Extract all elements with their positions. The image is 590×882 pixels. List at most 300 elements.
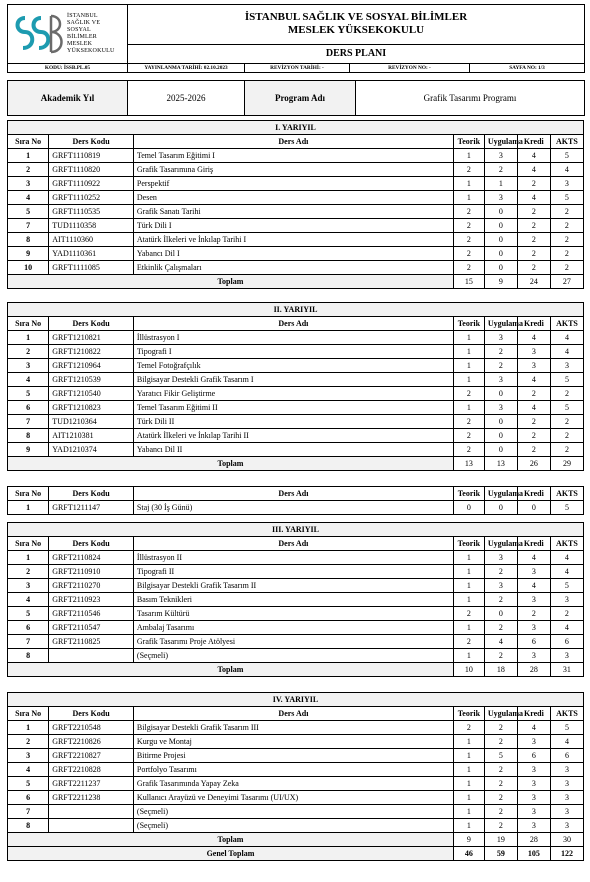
credit: 4 (517, 149, 550, 163)
publish-date: YAYINLANMA TARİHİ: 02.10.2023 (128, 64, 245, 73)
course-code: GRFT1110819 (49, 149, 134, 163)
course-name: Türk Dili I (133, 219, 453, 233)
credit: 3 (517, 735, 550, 749)
course-row (8, 373, 584, 387)
row-number: 8 (8, 429, 49, 443)
column-header-no: Sıra No (8, 317, 49, 331)
program-label: Program Adı (245, 81, 356, 116)
column-header-code: Ders Kodu (49, 317, 134, 331)
column-header-credit: Kredi (517, 707, 550, 721)
credit: 3 (517, 777, 550, 791)
course-row (8, 149, 584, 163)
course-name: Grafik Tasarımında Yapay Zeka (133, 777, 453, 791)
course-name: Perspektif (133, 177, 453, 191)
course-name: İllüstrasyon I (133, 331, 453, 345)
row-number: 9 (8, 247, 49, 261)
ects: 2 (550, 607, 583, 621)
credit: 2 (517, 607, 550, 621)
practice-hours: 0 (484, 387, 517, 401)
semester-table (7, 522, 584, 677)
credit: 2 (517, 387, 550, 401)
total-row (8, 663, 584, 677)
course-row (8, 247, 584, 261)
course-name: Bilgisayar Destekli Grafik Tasarım III (133, 721, 453, 735)
row-number: 3 (8, 177, 49, 191)
course-code: GRFT1210822 (49, 345, 134, 359)
credit: 4 (517, 191, 550, 205)
ects: 3 (550, 359, 583, 373)
page-no: SAYFA NO: 1/3 (470, 64, 585, 73)
doc-code: KODU: İSSB.PL.05 (8, 64, 128, 73)
column-header-no: Sıra No (8, 537, 49, 551)
ects: 6 (550, 635, 583, 649)
theory-hours: 1 (453, 331, 484, 345)
course-name: Yabancı Dil I (133, 247, 453, 261)
course-code: GRFT2210548 (49, 721, 134, 735)
total-value: 26 (517, 457, 550, 471)
credit: 3 (517, 359, 550, 373)
column-header-credit: Kredi (517, 487, 550, 501)
theory-hours: 1 (453, 191, 484, 205)
course-code: GRFT1110820 (49, 163, 134, 177)
theory-hours: 2 (453, 635, 484, 649)
row-number: 4 (8, 191, 49, 205)
institution-name: İSTANBUL SAĞLIK VE SOSYAL BİLİMLER MESLEK YÜKSEKOKULU (128, 5, 585, 45)
course-name: Basım Teknikleri (133, 593, 453, 607)
practice-hours: 0 (484, 443, 517, 457)
practice-hours: 2 (484, 649, 517, 663)
theory-hours: 1 (453, 565, 484, 579)
row-number: 3 (8, 579, 49, 593)
course-name: İllüstrasyon II (133, 551, 453, 565)
column-header-credit: Kredi (517, 135, 550, 149)
total-row (8, 457, 584, 471)
document-title: DERS PLANI (128, 44, 585, 63)
course-row (8, 359, 584, 373)
column-header-ects: AKTS (550, 707, 583, 721)
total-value: 46 (453, 847, 484, 861)
column-header-no: Sıra No (8, 487, 49, 501)
credit: 4 (517, 331, 550, 345)
ects: 2 (550, 429, 583, 443)
course-row (8, 819, 584, 833)
course-row (8, 621, 584, 635)
column-header-theory: Teorik (453, 317, 484, 331)
theory-hours: 1 (453, 791, 484, 805)
ects: 4 (550, 331, 583, 345)
theory-hours: 2 (453, 415, 484, 429)
practice-hours: 3 (484, 579, 517, 593)
total-value: 19 (484, 833, 517, 847)
row-number: 7 (8, 415, 49, 429)
row-number: 7 (8, 219, 49, 233)
row-number: 2 (8, 565, 49, 579)
total-label: Toplam (8, 663, 454, 677)
total-value: 28 (517, 833, 550, 847)
course-row (8, 205, 584, 219)
practice-hours: 0 (484, 607, 517, 621)
credit: 3 (517, 621, 550, 635)
credit: 2 (517, 177, 550, 191)
course-code: YAD1110361 (49, 247, 134, 261)
practice-hours: 2 (484, 359, 517, 373)
course-row (8, 261, 584, 275)
row-number: 1 (8, 149, 49, 163)
total-row (8, 275, 584, 289)
course-code: GRFT2110546 (49, 607, 134, 621)
course-row (8, 749, 584, 763)
total-value: 105 (517, 847, 550, 861)
theory-hours: 1 (453, 749, 484, 763)
course-code: GRFT2110910 (49, 565, 134, 579)
column-header-name: Ders Adı (133, 317, 453, 331)
practice-hours: 3 (484, 191, 517, 205)
course-code (49, 805, 134, 819)
credit: 4 (517, 551, 550, 565)
credit: 6 (517, 749, 550, 763)
course-row (8, 387, 584, 401)
revision-no: REVİZYON NO: - (350, 64, 470, 73)
course-name: Grafik Tasarımına Giriş (133, 163, 453, 177)
practice-hours: 0 (484, 501, 517, 515)
course-name: Temel Tasarım Eğitimi II (133, 401, 453, 415)
practice-hours: 0 (484, 205, 517, 219)
ects: 4 (550, 565, 583, 579)
credit: 3 (517, 593, 550, 607)
row-number: 5 (8, 777, 49, 791)
total-value: 31 (550, 663, 583, 677)
row-number: 5 (8, 607, 49, 621)
total-value: 59 (484, 847, 517, 861)
total-value: 24 (517, 275, 550, 289)
row-number: 3 (8, 749, 49, 763)
semester-table (7, 302, 584, 471)
row-number: 1 (8, 501, 49, 515)
ects: 6 (550, 749, 583, 763)
course-code: GRFT1210823 (49, 401, 134, 415)
credit: 0 (517, 501, 550, 515)
row-number: 4 (8, 373, 49, 387)
theory-hours: 0 (453, 501, 484, 515)
row-number: 1 (8, 721, 49, 735)
column-header-name: Ders Adı (133, 537, 453, 551)
course-row (8, 443, 584, 457)
practice-hours: 3 (484, 373, 517, 387)
semester-title: IV. YARIYIL (8, 693, 584, 707)
practice-hours: 2 (484, 593, 517, 607)
ects: 3 (550, 805, 583, 819)
credit: 3 (517, 819, 550, 833)
course-code: GRFT1110922 (49, 177, 134, 191)
column-header-practice: Uygulama (484, 707, 517, 721)
semester-title: III. YARIYIL (8, 523, 584, 537)
academic-year-value: 2025-2026 (128, 81, 245, 116)
practice-hours: 0 (484, 261, 517, 275)
ects: 3 (550, 649, 583, 663)
course-code: AIT1110360 (49, 233, 134, 247)
credit: 2 (517, 415, 550, 429)
theory-hours: 1 (453, 579, 484, 593)
practice-hours: 2 (484, 805, 517, 819)
practice-hours: 2 (484, 621, 517, 635)
course-row (8, 579, 584, 593)
column-header-ects: AKTS (550, 317, 583, 331)
column-header-theory: Teorik (453, 537, 484, 551)
column-header-theory: Teorik (453, 135, 484, 149)
credit: 3 (517, 805, 550, 819)
course-row (8, 429, 584, 443)
course-name: Tasarım Kültürü (133, 607, 453, 621)
semester-table (7, 692, 584, 861)
course-code: GRFT1111085 (49, 261, 134, 275)
ects: 3 (550, 593, 583, 607)
semester-table (7, 486, 584, 515)
course-code: GRFT2110547 (49, 621, 134, 635)
program-value: Grafik Tasarımı Programı (356, 81, 585, 116)
column-header-practice: Uygulama (484, 537, 517, 551)
ects: 2 (550, 443, 583, 457)
course-row (8, 177, 584, 191)
column-header-practice: Uygulama (484, 317, 517, 331)
theory-hours: 1 (453, 819, 484, 833)
theory-hours: 2 (453, 607, 484, 621)
course-name: Temel Tasarım Eğitimi I (133, 149, 453, 163)
course-name: Atatürk İlkeleri ve İnkılap Tarihi I (133, 233, 453, 247)
row-number: 7 (8, 805, 49, 819)
total-value: 15 (453, 275, 484, 289)
course-code: GRFT2210826 (49, 735, 134, 749)
practice-hours: 4 (484, 635, 517, 649)
course-name: Bilgisayar Destekli Grafik Tasarım I (133, 373, 453, 387)
column-header-credit: Kredi (517, 537, 550, 551)
theory-hours: 2 (453, 247, 484, 261)
theory-hours: 2 (453, 205, 484, 219)
credit: 3 (517, 791, 550, 805)
practice-hours: 5 (484, 749, 517, 763)
row-number: 3 (8, 359, 49, 373)
course-name: Bitirme Projesi (133, 749, 453, 763)
total-label: Toplam (8, 457, 454, 471)
course-name: Kurgu ve Montaj (133, 735, 453, 749)
course-name: Portfolyo Tasarımı (133, 763, 453, 777)
grand-total-label: Genel Toplam (8, 847, 454, 861)
credit: 2 (517, 261, 550, 275)
course-row (8, 163, 584, 177)
practice-hours: 3 (484, 149, 517, 163)
total-value: 28 (517, 663, 550, 677)
credit: 2 (517, 219, 550, 233)
theory-hours: 1 (453, 805, 484, 819)
total-value: 29 (550, 457, 583, 471)
course-row (8, 805, 584, 819)
course-name: Kullanıcı Arayüzü ve Deneyimi Tasarımı (UI/UX) (133, 791, 453, 805)
grand-total-row (8, 847, 584, 861)
course-code: GRFT1210540 (49, 387, 134, 401)
course-name: Grafik Tasarımı Proje Atölyesi (133, 635, 453, 649)
column-header-name: Ders Adı (133, 707, 453, 721)
course-row (8, 593, 584, 607)
practice-hours: 0 (484, 233, 517, 247)
theory-hours: 2 (453, 261, 484, 275)
total-value: 30 (550, 833, 583, 847)
theory-hours: 1 (453, 621, 484, 635)
total-label: Toplam (8, 833, 454, 847)
ects: 4 (550, 621, 583, 635)
row-number: 8 (8, 233, 49, 247)
practice-hours: 3 (484, 401, 517, 415)
theory-hours: 2 (453, 219, 484, 233)
practice-hours: 3 (484, 551, 517, 565)
credit: 2 (517, 429, 550, 443)
total-value: 122 (550, 847, 583, 861)
course-code: AIT1210381 (49, 429, 134, 443)
ssb-logo-icon (11, 8, 63, 60)
practice-hours: 2 (484, 565, 517, 579)
credit: 4 (517, 579, 550, 593)
course-row (8, 219, 584, 233)
column-header-theory: Teorik (453, 487, 484, 501)
ects: 4 (550, 163, 583, 177)
theory-hours: 1 (453, 401, 484, 415)
course-code: GRFT1110535 (49, 205, 134, 219)
course-code: GRFT1210964 (49, 359, 134, 373)
ects: 4 (550, 735, 583, 749)
practice-hours: 0 (484, 415, 517, 429)
row-number: 2 (8, 735, 49, 749)
row-number: 1 (8, 331, 49, 345)
column-header-ects: AKTS (550, 537, 583, 551)
total-value: 10 (453, 663, 484, 677)
ects: 5 (550, 191, 583, 205)
ects: 5 (550, 721, 583, 735)
total-label: Toplam (8, 275, 454, 289)
row-number: 9 (8, 443, 49, 457)
course-row (8, 763, 584, 777)
column-header-code: Ders Kodu (49, 487, 134, 501)
row-number: 6 (8, 791, 49, 805)
total-row (8, 833, 584, 847)
course-name: Staj (30 İş Günü) (133, 501, 453, 515)
course-code: GRFT2211237 (49, 777, 134, 791)
semester-title: II. YARIYIL (8, 303, 584, 317)
course-code: GRFT2110270 (49, 579, 134, 593)
ects: 4 (550, 551, 583, 565)
course-row (8, 331, 584, 345)
row-number: 2 (8, 163, 49, 177)
theory-hours: 1 (453, 359, 484, 373)
theory-hours: 1 (453, 735, 484, 749)
course-row (8, 415, 584, 429)
course-name: Etkinlik Çalışmaları (133, 261, 453, 275)
theory-hours: 1 (453, 551, 484, 565)
column-header-code: Ders Kodu (49, 537, 134, 551)
course-name: Yaratıcı Fikir Geliştirme (133, 387, 453, 401)
course-row (8, 191, 584, 205)
course-code (49, 649, 134, 663)
revision-date: REVİZYON TARİHİ: - (245, 64, 350, 73)
column-header-no: Sıra No (8, 707, 49, 721)
column-header-name: Ders Adı (133, 487, 453, 501)
practice-hours: 0 (484, 429, 517, 443)
course-name: Grafik Sanatı Tarihi (133, 205, 453, 219)
row-number: 10 (8, 261, 49, 275)
course-name: (Seçmeli) (133, 805, 453, 819)
course-name: (Seçmeli) (133, 649, 453, 663)
course-name: Bilgisayar Destekli Grafik Tasarım II (133, 579, 453, 593)
total-value: 27 (550, 275, 583, 289)
course-code: YAD1210374 (49, 443, 134, 457)
practice-hours: 2 (484, 791, 517, 805)
credit: 4 (517, 163, 550, 177)
column-header-code: Ders Kodu (49, 135, 134, 149)
course-row (8, 649, 584, 663)
total-value: 9 (453, 833, 484, 847)
practice-hours: 1 (484, 177, 517, 191)
ects: 4 (550, 345, 583, 359)
theory-hours: 2 (453, 721, 484, 735)
course-name: Türk Dili II (133, 415, 453, 429)
course-row (8, 635, 584, 649)
practice-hours: 2 (484, 345, 517, 359)
course-code: GRFT2110923 (49, 593, 134, 607)
theory-hours: 2 (453, 387, 484, 401)
credit: 4 (517, 373, 550, 387)
row-number: 4 (8, 763, 49, 777)
credit: 3 (517, 345, 550, 359)
column-header-practice: Uygulama (484, 487, 517, 501)
practice-hours: 2 (484, 163, 517, 177)
course-name: Ambalaj Tasarımı (133, 621, 453, 635)
ects: 3 (550, 791, 583, 805)
row-number: 5 (8, 387, 49, 401)
document-header (7, 4, 585, 73)
column-header-no: Sıra No (8, 135, 49, 149)
course-row (8, 565, 584, 579)
course-code: GRFT2211238 (49, 791, 134, 805)
course-name: Desen (133, 191, 453, 205)
total-value: 9 (484, 275, 517, 289)
theory-hours: 1 (453, 649, 484, 663)
theory-hours: 1 (453, 373, 484, 387)
row-number: 2 (8, 345, 49, 359)
column-header-ects: AKTS (550, 135, 583, 149)
practice-hours: 2 (484, 721, 517, 735)
theory-hours: 1 (453, 345, 484, 359)
academic-info (7, 80, 585, 116)
course-row (8, 791, 584, 805)
course-row (8, 233, 584, 247)
row-number: 7 (8, 635, 49, 649)
total-value: 13 (453, 457, 484, 471)
credit: 4 (517, 721, 550, 735)
credit: 2 (517, 247, 550, 261)
theory-hours: 2 (453, 233, 484, 247)
course-row (8, 345, 584, 359)
column-header-name: Ders Adı (133, 135, 453, 149)
course-row (8, 401, 584, 415)
credit: 2 (517, 233, 550, 247)
credit: 2 (517, 443, 550, 457)
theory-hours: 2 (453, 443, 484, 457)
course-name: Tipografi I (133, 345, 453, 359)
ects: 2 (550, 247, 583, 261)
theory-hours: 2 (453, 163, 484, 177)
credit: 2 (517, 205, 550, 219)
course-code: TUD1210364 (49, 415, 134, 429)
course-code (49, 819, 134, 833)
course-row (8, 607, 584, 621)
credit: 3 (517, 565, 550, 579)
